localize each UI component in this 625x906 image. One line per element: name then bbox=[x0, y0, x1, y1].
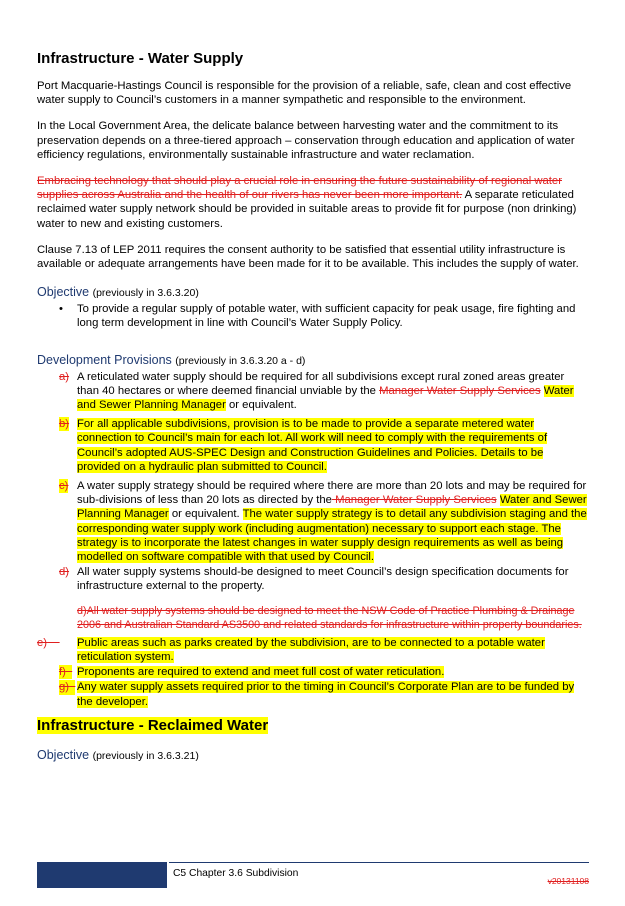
deleted-text: Embracing technology that should play a crucial role in ensuring the future sustainability of regional water supplies across Australia and the health of our rivers has never been more important. bbox=[37, 175, 562, 202]
list-marker: f) bbox=[59, 665, 72, 679]
provision-d: d) All water supply systems should-be designed to meet Council’s design specification documents for infrastructure external to the property. bbox=[59, 566, 569, 593]
provisions-heading: Development Provisions (previously in 3.6.3.20 a - d) bbox=[37, 352, 306, 367]
list-marker: b) bbox=[59, 418, 70, 431]
list-marker: d) bbox=[59, 566, 70, 579]
intro-paragraph-2: In the Local Government Area, the delicate balance between harvesting water and the commitment to its preservation depends on a three-tiered approach – conservation through education and application of water efficiency regulations, environmentally sustainable infrastructure and water reclamation. bbox=[37, 120, 575, 161]
objective-list bbox=[37, 302, 589, 330]
document-page bbox=[37, 50, 589, 765]
bullet-icon: • bbox=[59, 303, 63, 316]
intro-paragraph-1: Port Macquarie-Hastings Council is responsible for the provision of a reliable, safe, clean and cost effective water supply to Council’s customers in a manner sympathetic and responsible to the environment. bbox=[37, 80, 572, 107]
inserted-text: Water and Sewer Planning Manager bbox=[77, 494, 587, 521]
provision-b: b) For all applicable subdivisions, provision is to be made to provide a separate metered water connection to Council’s main for each lot. All work will need to comply with the requirements of Council’s adopted AUS-SPEC Design and Construction Guidelines and Policies. Details to be provided on a hydraulic plan submitted to Council. bbox=[59, 418, 548, 473]
provisions-note: (previously in 3.6.3.20 a - d) bbox=[175, 354, 306, 367]
highlighted-text: The water supply strategy is to detail any subdivision staging and the corresponding water supply work (including augmentation) necessary to support each stage. The strategy is to incorporate the latest changes in water supply design requirements as well as being modelled on software compatible with that used by Council. bbox=[77, 508, 587, 564]
list-marker: c) bbox=[59, 480, 69, 493]
list-marker: a) bbox=[59, 370, 70, 383]
objective-note: (previously in 3.6.3.20) bbox=[92, 287, 199, 300]
lep-clause-paragraph: Clause 7.13 of LEP 2011 requires the consent authority to be satisfied that essential utility infrastructure is available or adequate arrangements have been made for it to be available. This includes the supply of water. bbox=[37, 243, 579, 271]
objective-heading-2: Objective (previously in 3.6.3.21) bbox=[37, 747, 199, 762]
version-stamp: v20131108 bbox=[547, 876, 589, 886]
list-item: • To provide a regular supply of potable water, with sufficient capacity for peak usage, fire fighting and long term development in line with Council’s Water Supply Policy. bbox=[59, 303, 576, 330]
provision-g: g) Any water supply assets required prior to the timing in Council’s Corporate Plan are to be funded by the developer. bbox=[59, 681, 575, 708]
reclaimed-paragraph bbox=[37, 174, 589, 231]
objective-heading: Objective (previously in 3.6.3.20) bbox=[37, 285, 199, 300]
paragraph-text: A separate reticulated reclaimed water supply network should be provided in suitable areas to provide fit for purpose (non drinking) water to new and existing customers. bbox=[37, 189, 577, 230]
objective-note-2: (previously in 3.6.3.21) bbox=[92, 749, 199, 762]
deleted-provision: d)All water supply systems should be designed to meet the NSW Code of Practice Plumbing & Drainage 2006 and Australian Standard AS3500 and related standards for infrastructure within property boundaries. bbox=[77, 604, 582, 631]
provision-e: e) Public areas such as parks created by the subdivision, are to be connected to a potable water reticulation system. bbox=[37, 636, 545, 663]
provision-a: a) A reticulated water supply should be required for all subdivisions except rural zoned areas greater than 40 hectares or where deemed financial unviable by the Manager Water Supply Services Water and Sewer Planning Manager or equivalent. bbox=[59, 370, 574, 412]
footer-label: C5 Chapter 3.6 Subdivision bbox=[173, 868, 299, 879]
page-footer bbox=[37, 862, 589, 888]
provision-c: c) A water supply strategy should be required where there are more than 20 lots and may be required for sub-divisions of less than 20 lots as directed by the Manager Water Supply Services Water and Sewer Planning Manager or equivalent. The water supply strategy is to detail any subdivision staging and the corresponding water supply work (including augmentation) necessary to support each stage. The strategy is to incorporate the latest changes in water supply design requirements as well as being modelled on software compatible with that used by Council. bbox=[59, 480, 587, 564]
footer-color-block bbox=[37, 862, 167, 888]
provision-f: f) Proponents are required to extend and meet full cost of water reticulation. bbox=[59, 666, 445, 679]
page-title: Infrastructure - Water Supply bbox=[37, 50, 244, 67]
inserted-text: Water and Sewer Planning Manager bbox=[77, 384, 574, 412]
footer-rule bbox=[169, 862, 589, 863]
list-marker: g) bbox=[59, 680, 75, 694]
section-title: Infrastructure - Reclaimed Water bbox=[37, 716, 269, 734]
list-marker: e) bbox=[37, 636, 48, 649]
deleted-text: Manager Water Supply Services bbox=[379, 384, 541, 397]
deleted-text: Manager Water Supply Services bbox=[331, 494, 497, 507]
provisions-list bbox=[37, 370, 589, 709]
